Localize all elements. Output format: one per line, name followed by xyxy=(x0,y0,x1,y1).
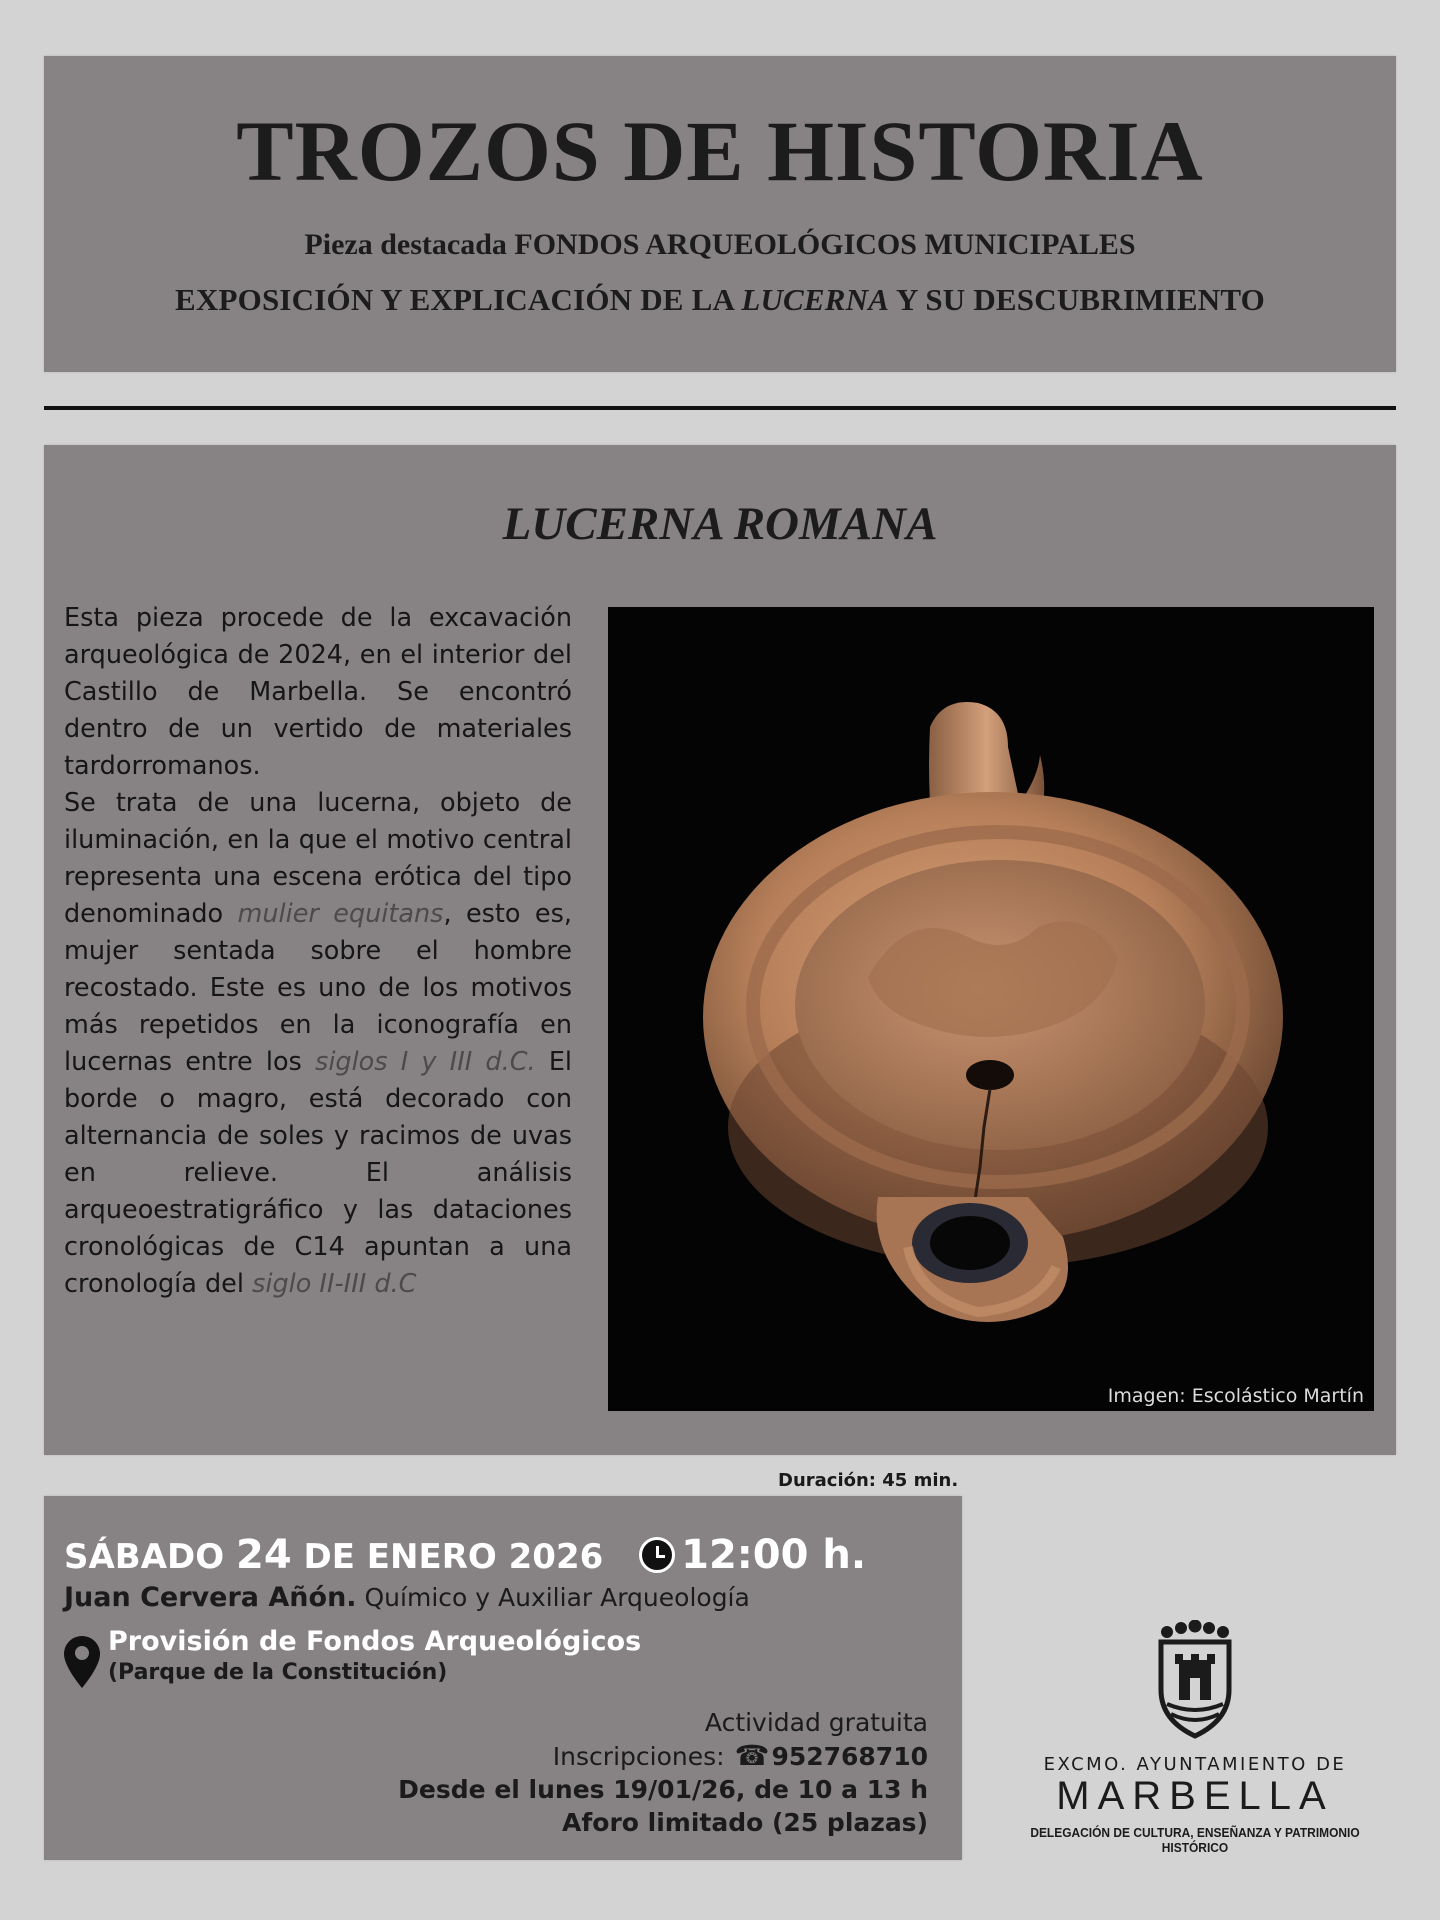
main-panel xyxy=(44,445,1396,1455)
coat-of-arms-icon xyxy=(1153,1620,1237,1740)
logo-line-1: EXCMO. AYUNTAMIENTO DE xyxy=(1043,1754,1347,1775)
paragraph-2: Se trata de una lucerna, objeto de iluminación, en la que el motivo central representa una escena erótica del tipo denominado mulier equitans, esto es, mujer sentada sobre el hombre recostado. Este es uno de los motivos más repetidos en la iconografía en lucernas entre los siglos I y III d.C. El borde o magro, está decorado con alternancia de soles y racimos de uvas en relieve. El análisis arqueoestratigráfico y las dataciones cronológicas de C14 apuntan a una cronología del siglo II-III d.C xyxy=(64,788,573,1299)
description-text xyxy=(64,600,572,1303)
phone-number[interactable]: 952768710 xyxy=(771,1742,928,1771)
logo-line-3: DELEGACIÓN DE CULTURA, ENSEÑANZA Y PATRIMONIO HISTÓRICO xyxy=(1030,1825,1360,1855)
map-pin-icon xyxy=(64,1636,100,1688)
photo-credit: Imagen: Escolástico Martín xyxy=(1107,1385,1364,1407)
paragraph-1: Esta pieza procede de la excavación arqueológica de 2024, en el interior del Castillo de Marbella. Se encontró dentro de un vertido de materiales tardorromanos. xyxy=(64,603,572,781)
location-name: Provisión de Fondos Arqueológicos xyxy=(108,1626,642,1657)
clock-icon xyxy=(639,1537,675,1573)
schedule: Desde el lunes 19/01/26, de 10 a 13 h xyxy=(398,1775,928,1804)
event-date-time: SÁBADO 24 DE ENERO 2026 12:00 h. xyxy=(64,1532,867,1578)
duration-label: Duración: 45 min. xyxy=(778,1470,959,1491)
header-panel xyxy=(44,56,1396,372)
section-title: LUCERNA ROMANA xyxy=(502,498,938,550)
logo-line-2: MARBELLA xyxy=(1056,1774,1334,1818)
poster-subtitle-2: EXPOSICIÓN Y EXPLICACIÓN DE LA LUCERNA Y SU DESCUBRIMIENTO xyxy=(175,282,1265,317)
poster-title: TROZOS DE HISTORIA xyxy=(236,103,1204,199)
location-sub: (Parque de la Constitución) xyxy=(108,1660,448,1685)
event-panel xyxy=(44,1496,962,1860)
phone-icon: ☎ xyxy=(734,1739,770,1772)
inscriptions-line: Inscripciones: ☎952768710 xyxy=(552,1739,928,1772)
speaker: Juan Cervera Añón. Químico y Auxiliar Arqueología xyxy=(64,1582,750,1613)
capacity: Aforo limitado (25 plazas) xyxy=(562,1808,928,1837)
marbella-logo xyxy=(1010,1620,1380,1860)
divider-line xyxy=(44,406,1396,410)
lucerna-photo xyxy=(608,607,1374,1411)
registration-info xyxy=(398,1706,928,1839)
poster-subtitle: Pieza destacada FONDOS ARQUEOLÓGICOS MUNICIPALES xyxy=(304,228,1136,261)
free-activity: Actividad gratuita xyxy=(704,1708,928,1737)
